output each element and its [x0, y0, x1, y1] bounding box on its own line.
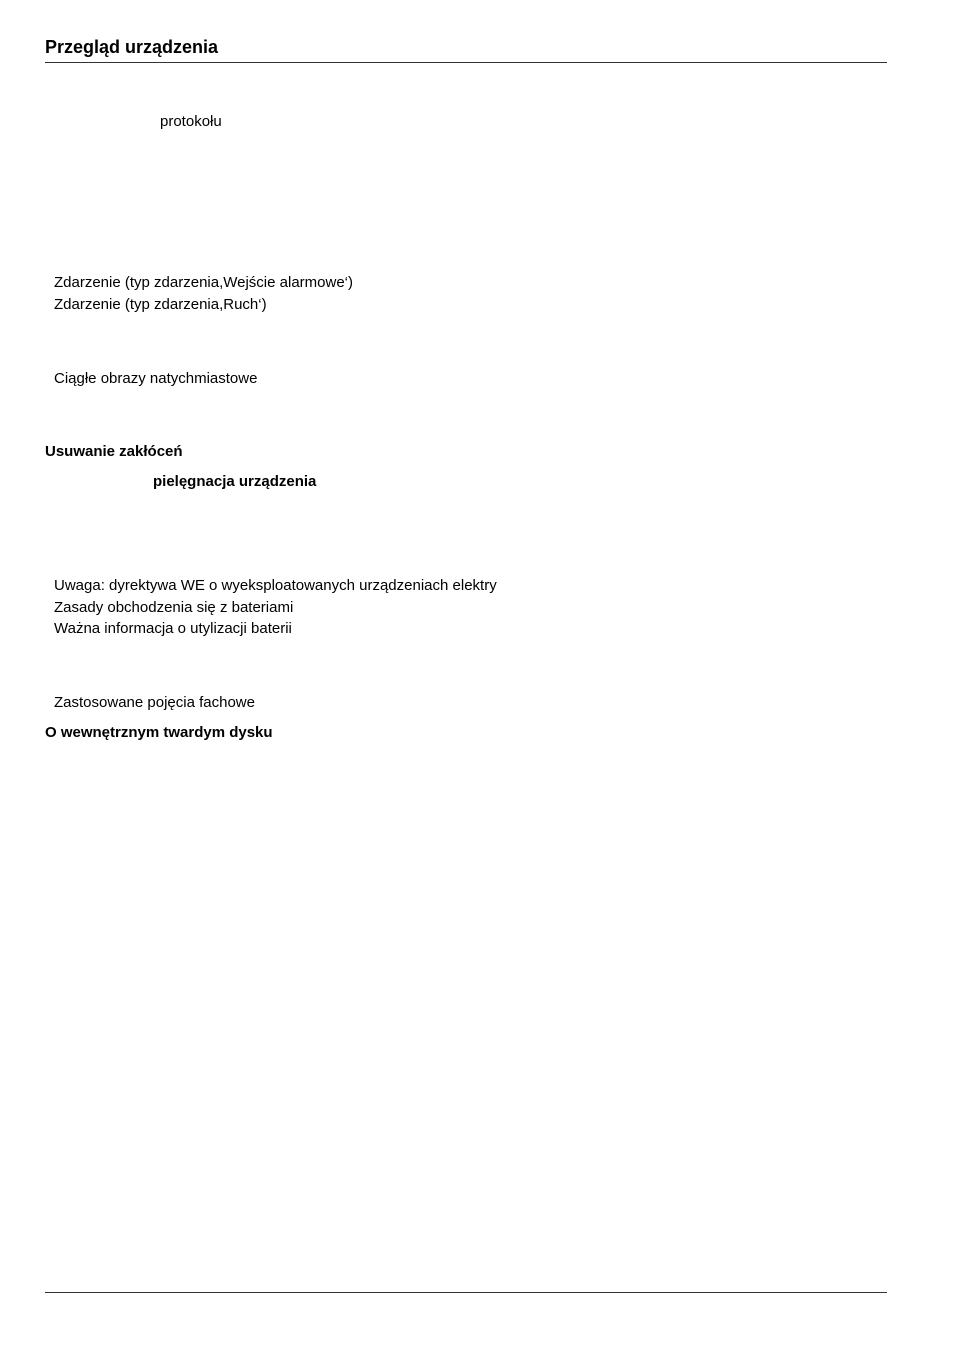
- troubleshooting-heading: Usuwanie zakłóceń: [45, 443, 183, 460]
- header-divider: [45, 62, 887, 63]
- event-alarm-input-line: Zdarzenie (typ zdarzenia,Wejście alarmowe‘): [54, 274, 354, 291]
- battery-handling-line: Zasady obchodzenia się z bateriami: [54, 599, 294, 616]
- continuous-snapshots-line: Ciągłe obrazy natychmiastowe: [54, 370, 258, 387]
- hdd-heading: O wewnętrznym twardym dysku: [45, 724, 273, 741]
- protocol-fragment-text: protokołu: [160, 113, 222, 130]
- glossary-line: Zastosowane pojęcia fachowe: [54, 694, 255, 711]
- weee-note-line: Uwaga: dyrektywa WE o wyeksploatowanych urządzeniach elektry: [54, 577, 497, 594]
- event-motion-line: Zdarzenie (typ zdarzenia,Ruch‘): [54, 296, 267, 313]
- footer-divider: [45, 1292, 887, 1293]
- page-title: Przegląd urządzenia: [45, 37, 219, 57]
- battery-disposal-line: Ważna informacja o utylizacji baterii: [54, 620, 292, 637]
- device-care-heading: pielęgnacja urządzenia: [153, 473, 317, 490]
